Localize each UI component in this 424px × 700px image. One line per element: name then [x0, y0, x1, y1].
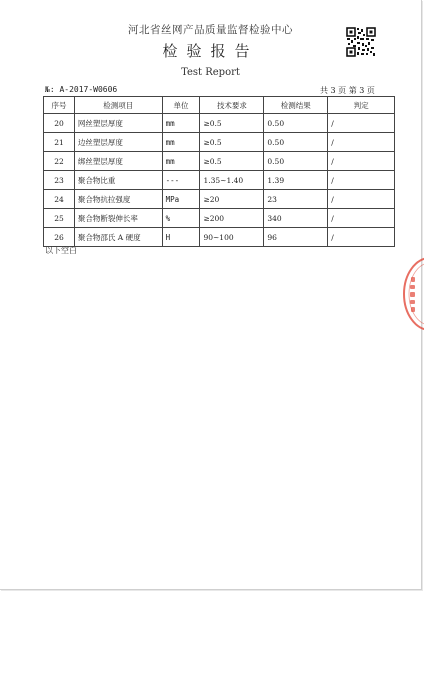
- cell-result: 96: [264, 228, 328, 247]
- cell-seq: 24: [44, 190, 75, 209]
- cell-verdict: /: [328, 171, 395, 190]
- qr-code-icon: [346, 27, 376, 57]
- header-seq: 序号: [44, 97, 75, 114]
- cell-requirement: ≥0.5: [200, 114, 264, 133]
- cell-verdict: /: [328, 228, 395, 247]
- cell-item: 绑丝塑层厚度: [74, 152, 162, 171]
- cell-unit: mm: [162, 133, 200, 152]
- cell-result: 0.50: [264, 114, 328, 133]
- header-result: 检测结果: [264, 97, 328, 114]
- cell-result: 340: [264, 209, 328, 228]
- cell-result: 0.50: [264, 133, 328, 152]
- cell-requirement: ≥20: [200, 190, 264, 209]
- cell-result: 1.39: [264, 171, 328, 190]
- table-row: [44, 114, 395, 133]
- cell-verdict: /: [328, 152, 395, 171]
- cell-verdict: /: [328, 209, 395, 228]
- header-item: 检测项目: [74, 97, 162, 114]
- table-header-row: [44, 97, 395, 114]
- cell-requirement: ≥0.5: [200, 133, 264, 152]
- cell-verdict: /: [328, 114, 395, 133]
- report-subtitle: Test Report: [181, 67, 240, 78]
- official-seal-stamp: [398, 255, 424, 333]
- cell-item: 聚合物抗拉强度: [74, 190, 162, 209]
- cell-seq: 21: [44, 133, 75, 152]
- cell-requirement: ≥200: [200, 209, 264, 228]
- cell-result: 23: [264, 190, 328, 209]
- report-title: 检验报告: [162, 42, 259, 60]
- blank-area-below-page: [0, 591, 424, 700]
- cell-item: 聚合物邵氏 A 硬度: [74, 228, 162, 247]
- table-row: [44, 190, 395, 209]
- cell-requirement: 1.35~1.40: [200, 171, 264, 190]
- cell-unit: MPa: [162, 190, 200, 209]
- cell-seq: 23: [44, 171, 75, 190]
- cell-item: 聚合物断裂伸长率: [74, 209, 162, 228]
- page-info: 共 3 页 第 3 页: [320, 86, 375, 95]
- table-row: [44, 152, 395, 171]
- table-row: [44, 228, 395, 247]
- table-row: [44, 133, 395, 152]
- cell-unit: %: [162, 209, 200, 228]
- cell-result: 0.50: [264, 152, 328, 171]
- header-requirement: 技术要求: [200, 97, 264, 114]
- cell-item: 网丝塑层厚度: [74, 114, 162, 133]
- cell-unit: mm: [162, 152, 200, 171]
- test-results-table: [43, 96, 395, 247]
- blank-below-note: 以下空白: [45, 246, 77, 255]
- cell-verdict: /: [328, 133, 395, 152]
- cell-seq: 26: [44, 228, 75, 247]
- cell-item: 聚合物比重: [74, 171, 162, 190]
- issuing-organization: 河北省丝网产品质量监督检验中心: [128, 24, 293, 36]
- cell-requirement: 90~100: [200, 228, 264, 247]
- cell-unit: H: [162, 228, 200, 247]
- cell-unit: mm: [162, 114, 200, 133]
- header-verdict: 判定: [328, 97, 395, 114]
- document-number: №: A-2017-W0606: [45, 85, 118, 94]
- cell-unit: ---: [162, 171, 200, 190]
- table-row: [44, 209, 395, 228]
- cell-seq: 25: [44, 209, 75, 228]
- cell-verdict: /: [328, 190, 395, 209]
- cell-seq: 22: [44, 152, 75, 171]
- cell-item: 边丝塑层厚度: [74, 133, 162, 152]
- header-unit: 单位: [162, 97, 200, 114]
- cell-requirement: ≥0.5: [200, 152, 264, 171]
- cell-seq: 20: [44, 114, 75, 133]
- table-row: [44, 171, 395, 190]
